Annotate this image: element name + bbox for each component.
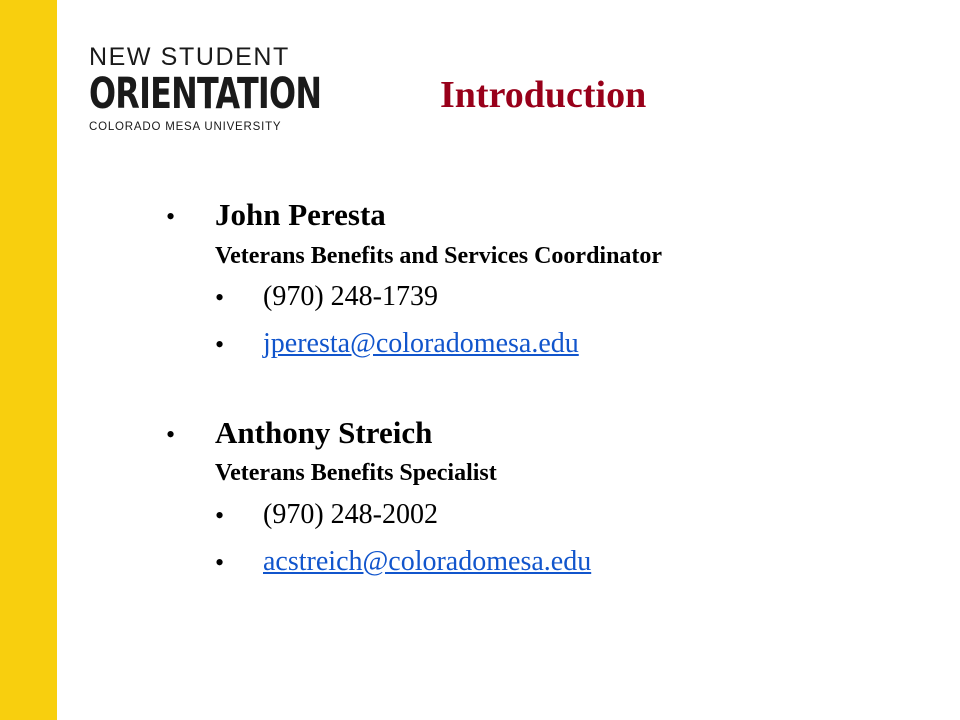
contact-name: Anthony Streich bbox=[215, 415, 433, 450]
logo-line-orientation: ORIENTATION bbox=[89, 69, 322, 119]
contact-phone: (970) 248-2002 bbox=[263, 499, 438, 530]
contact-role: Veterans Benefits Specialist bbox=[215, 460, 497, 486]
contact-role: Veterans Benefits and Services Coordinator bbox=[215, 243, 663, 269]
bullet-icon: • bbox=[166, 420, 176, 449]
bullet-icon: • bbox=[215, 501, 225, 530]
contact-email-link[interactable]: acstreich@coloradomesa.edu bbox=[263, 546, 592, 577]
bullet-icon: • bbox=[215, 548, 225, 577]
contact-phone: (970) 248-1739 bbox=[263, 281, 438, 312]
bullet-icon: • bbox=[215, 330, 225, 359]
contact-name: John Peresta bbox=[215, 197, 386, 232]
bullet-icon: • bbox=[166, 202, 176, 231]
contact-email-link[interactable]: jperesta@coloradomesa.edu bbox=[263, 328, 579, 359]
logo-line-university: COLORADO MESA UNIVERSITY bbox=[89, 121, 282, 133]
logo-line-new-student: NEW STUDENT bbox=[89, 43, 290, 71]
bullet-icon: • bbox=[215, 283, 225, 312]
slide-title: Introduction bbox=[440, 74, 647, 116]
